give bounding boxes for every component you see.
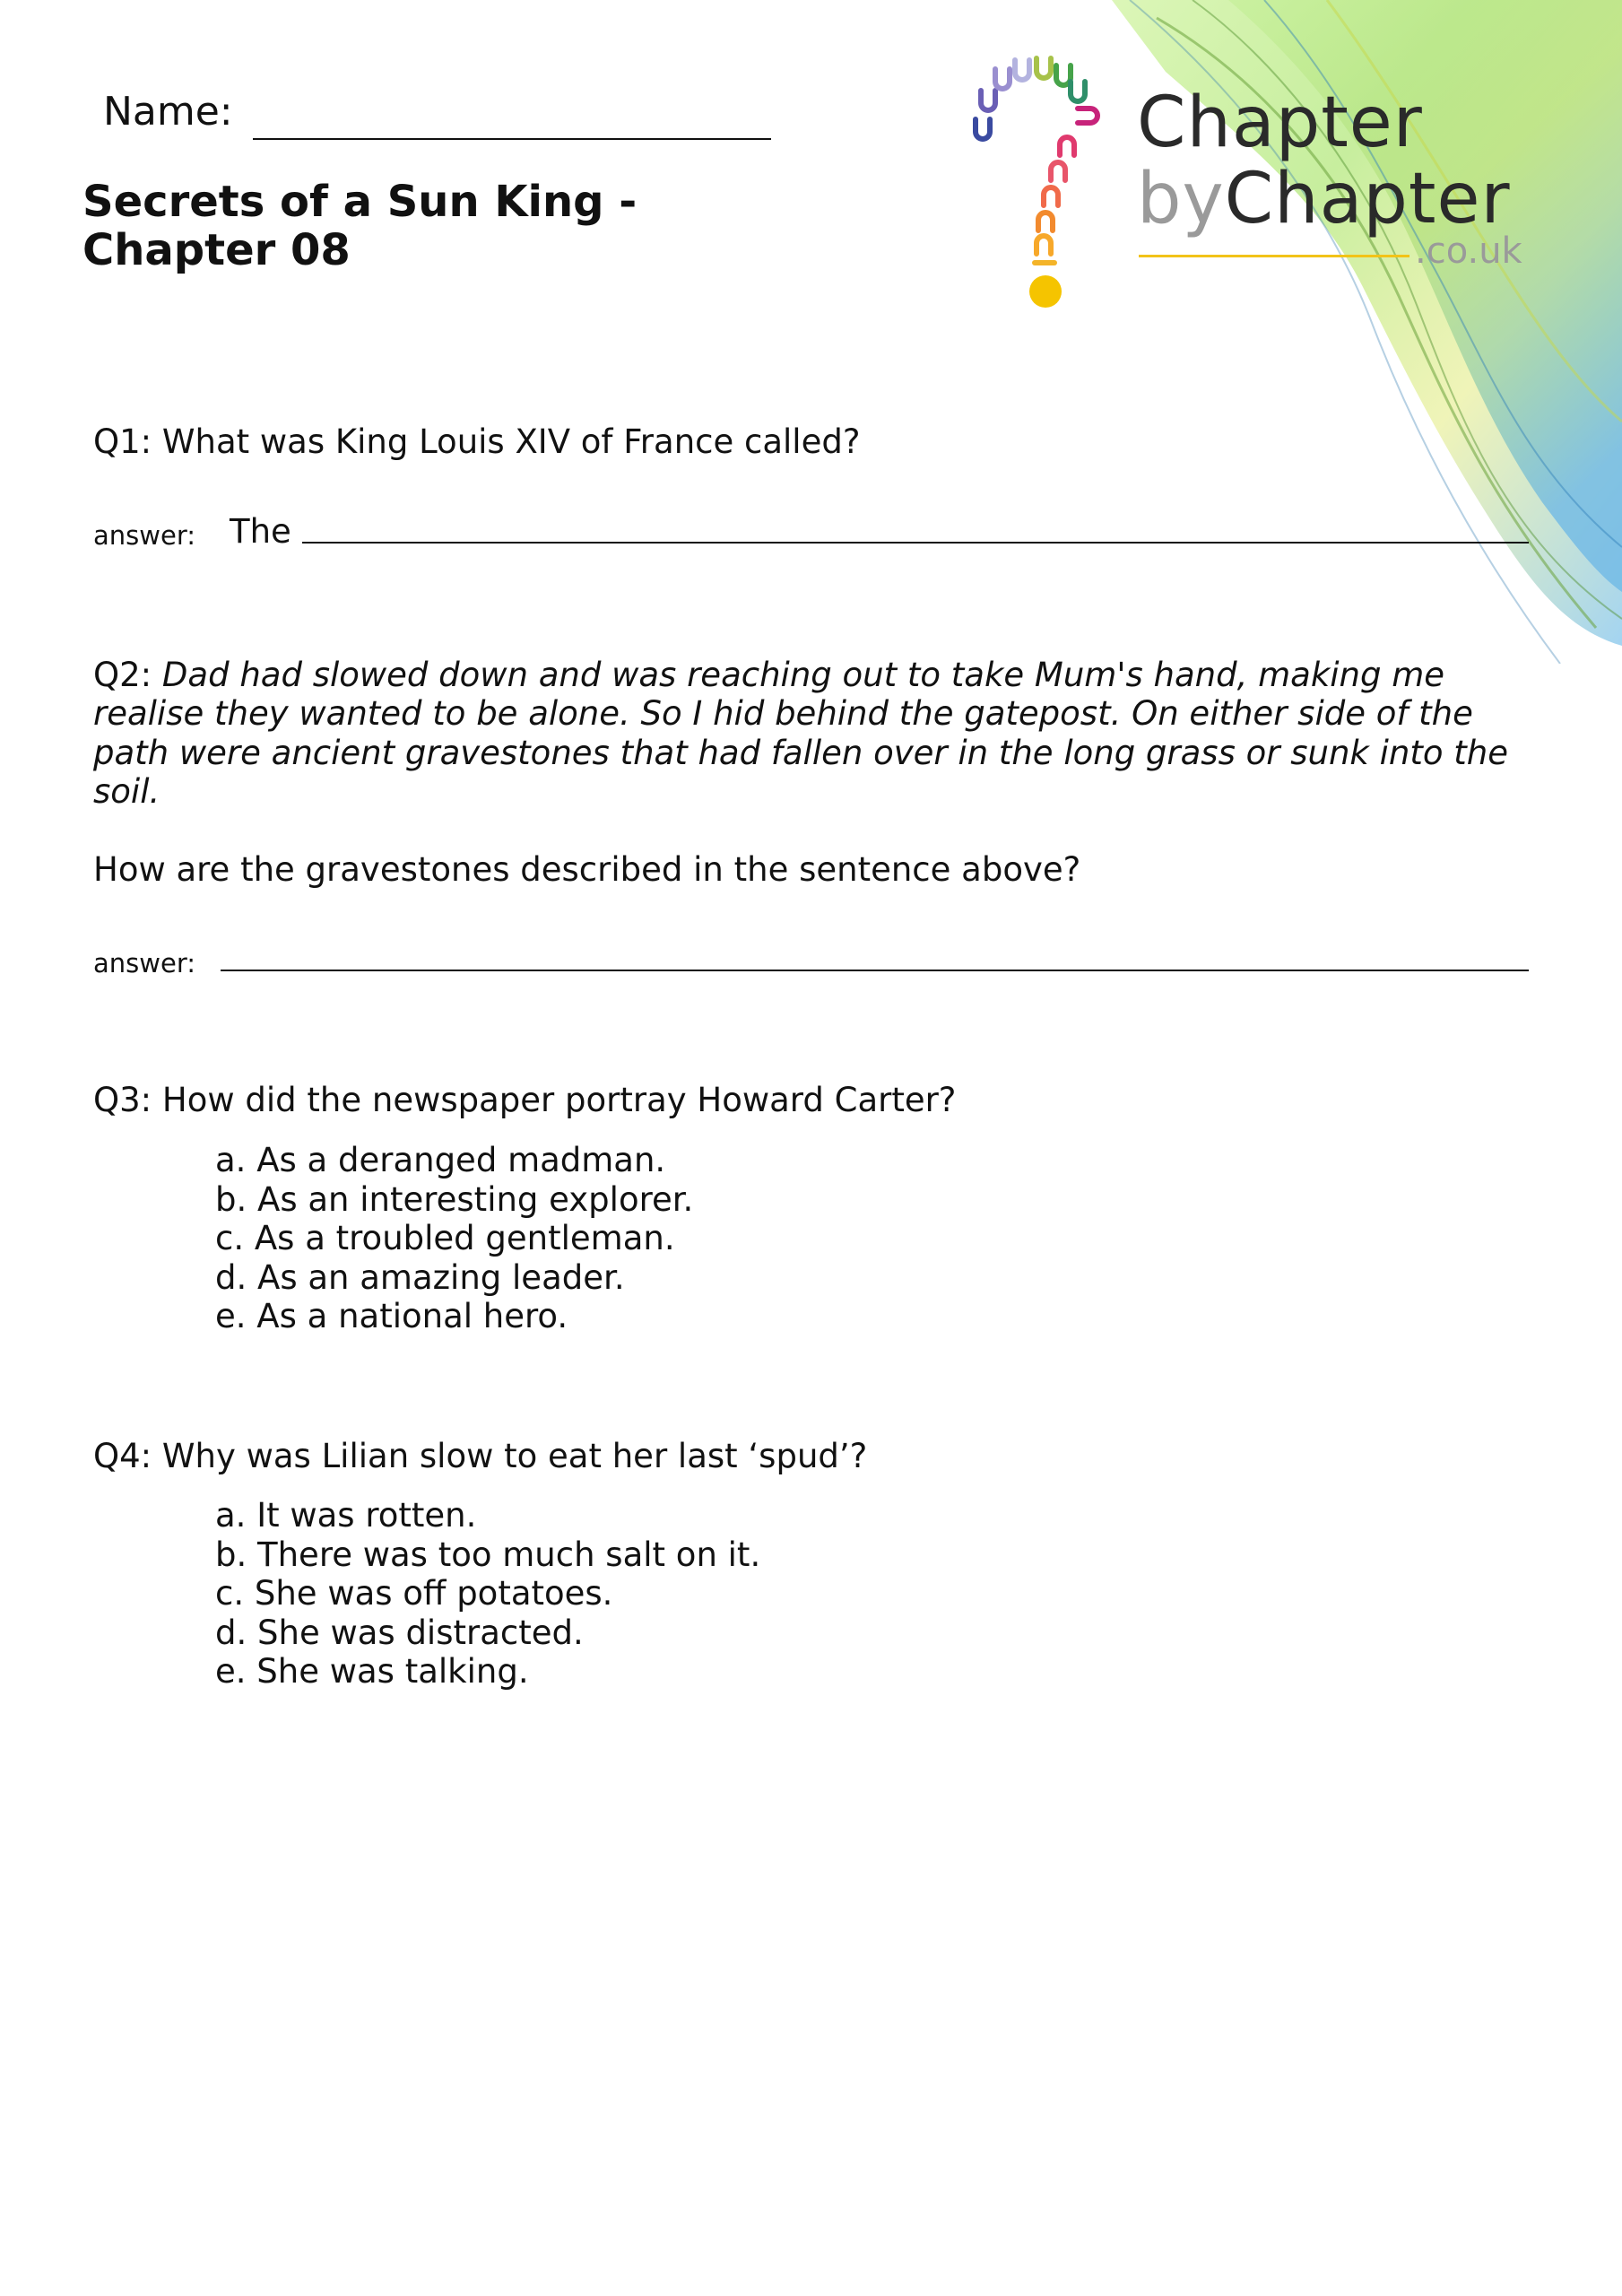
question-1-number: Q1: xyxy=(93,422,152,461)
question-1-text: What was King Louis XIV of France called? xyxy=(161,422,861,461)
answer-2-line[interactable] xyxy=(221,970,1529,971)
question-2: How are the gravestones described in the sentence above? xyxy=(93,850,1081,889)
answer-1-prefix: The xyxy=(230,512,291,551)
worksheet-title xyxy=(82,178,889,274)
logo-text-by-chapter xyxy=(1137,159,1511,239)
answer-1-line[interactable] xyxy=(302,542,1529,544)
answer-2-label: answer: xyxy=(93,948,196,978)
question-2-quote: Dad had slowed down and was reaching out to take Mum's hand, making me realise they wanted to be alone. So I hid behind the gatepost. On either side of the path were ancient gravestones that had fallen over in the long grass or sunk into the soil. xyxy=(93,656,1508,811)
name-label: Name: xyxy=(103,89,233,135)
question-4-option-b[interactable]: b. There was too much salt on it. xyxy=(215,1535,761,1574)
title-line-2: Chapter 08 xyxy=(82,225,351,276)
question-3 xyxy=(93,1081,1528,1119)
logo-question-mark-icon xyxy=(959,49,1139,318)
logo-text-chapter-2: Chapter xyxy=(1224,159,1511,239)
question-3-option-c[interactable]: c. As a troubled gentleman. xyxy=(215,1219,675,1257)
question-4-text: Why was Lilian slow to eat her last ‘spud’? xyxy=(161,1437,868,1475)
question-4-option-c[interactable]: c. She was off potatoes. xyxy=(215,1574,613,1613)
title-line-1: Secrets of a Sun King - xyxy=(82,177,638,227)
logo-text-by: by xyxy=(1137,159,1225,239)
question-2-number: Q2: xyxy=(93,656,152,694)
question-3-option-e[interactable]: e. As a national hero. xyxy=(215,1297,568,1335)
question-1 xyxy=(93,422,1528,461)
question-3-number: Q3: xyxy=(93,1081,152,1119)
question-3-options xyxy=(215,1141,693,1336)
logo-underline xyxy=(1139,255,1409,257)
question-4-options xyxy=(215,1496,760,1692)
name-input-line[interactable] xyxy=(253,138,771,140)
question-3-text: How did the newspaper portray Howard Carter? xyxy=(161,1081,957,1119)
question-3-option-d[interactable]: d. As an amazing leader. xyxy=(215,1257,625,1297)
question-4-option-d[interactable]: d. She was distracted. xyxy=(215,1613,584,1652)
logo-text-chapter: Chapter xyxy=(1137,83,1423,163)
question-4-option-e[interactable]: e. She was talking. xyxy=(215,1652,529,1691)
question-4-option-a[interactable]: a. It was rotten. xyxy=(215,1496,477,1535)
question-2-passage xyxy=(93,656,1528,811)
question-4-number: Q4: xyxy=(93,1437,152,1475)
question-3-option-b[interactable]: b. As an interesting explorer. xyxy=(215,1179,694,1219)
question-3-option-a[interactable]: a. As a deranged madman. xyxy=(215,1141,666,1179)
answer-1-label: answer: xyxy=(93,520,196,551)
question-4 xyxy=(93,1437,1528,1475)
logo-domain: .co.uk xyxy=(1415,230,1522,272)
